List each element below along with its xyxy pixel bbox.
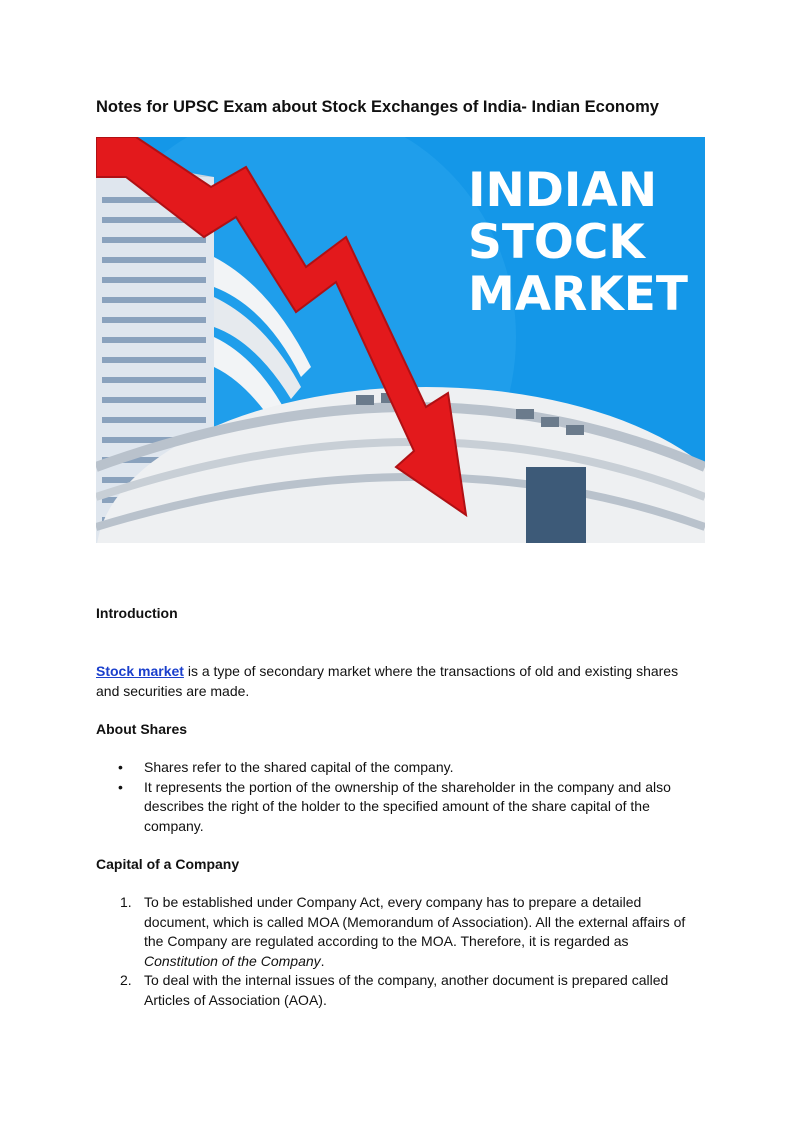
list-item: • It represents the portion of the ownership of the shareholder in the company and also describes the right of the holder to the specified amount of the share capital of the company. bbox=[96, 778, 696, 837]
hero-line-2: STOCK bbox=[468, 215, 645, 270]
list-item bbox=[96, 893, 696, 971]
stock-market-link[interactable]: Stock market bbox=[96, 663, 184, 679]
page-title: Notes for UPSC Exam about Stock Exchanges of India- Indian Economy bbox=[96, 98, 659, 116]
introduction-heading: Introduction bbox=[96, 605, 178, 621]
list-item-emphasis: Constitution of the Company bbox=[144, 952, 321, 969]
list-item-text: To be established under Company Act, every company has to prepare a detailed document, which is called MOA (Memorandum of Association). All the external affairs of the Company are regulated according to the MOA. Therefore, it is regarded as bbox=[144, 894, 686, 949]
list-item-text: To deal with the internal issues of the company, another document is prepared called Articles of Association (AOA). bbox=[144, 972, 669, 1008]
list-item: • Shares refer to the shared capital of the company. bbox=[96, 758, 696, 778]
about-shares-list bbox=[96, 758, 696, 836]
list-number: 1. bbox=[120, 894, 132, 910]
list-item-tail: . bbox=[320, 952, 325, 969]
list-item bbox=[96, 971, 696, 1010]
capital-heading: Capital of a Company bbox=[96, 856, 240, 872]
about-shares-heading: About Shares bbox=[96, 721, 188, 737]
introduction-paragraph bbox=[96, 662, 696, 701]
hero-line-1: INDIAN bbox=[468, 163, 658, 218]
introduction-text: is a type of secondary market where the transactions of old and existing shares and securities are made. bbox=[96, 663, 679, 699]
hero-line-3: MARKET bbox=[468, 267, 688, 322]
hero-caption bbox=[468, 165, 700, 321]
hero-image bbox=[96, 137, 705, 543]
list-number: 2. bbox=[120, 972, 132, 988]
capital-list bbox=[96, 893, 696, 1010]
